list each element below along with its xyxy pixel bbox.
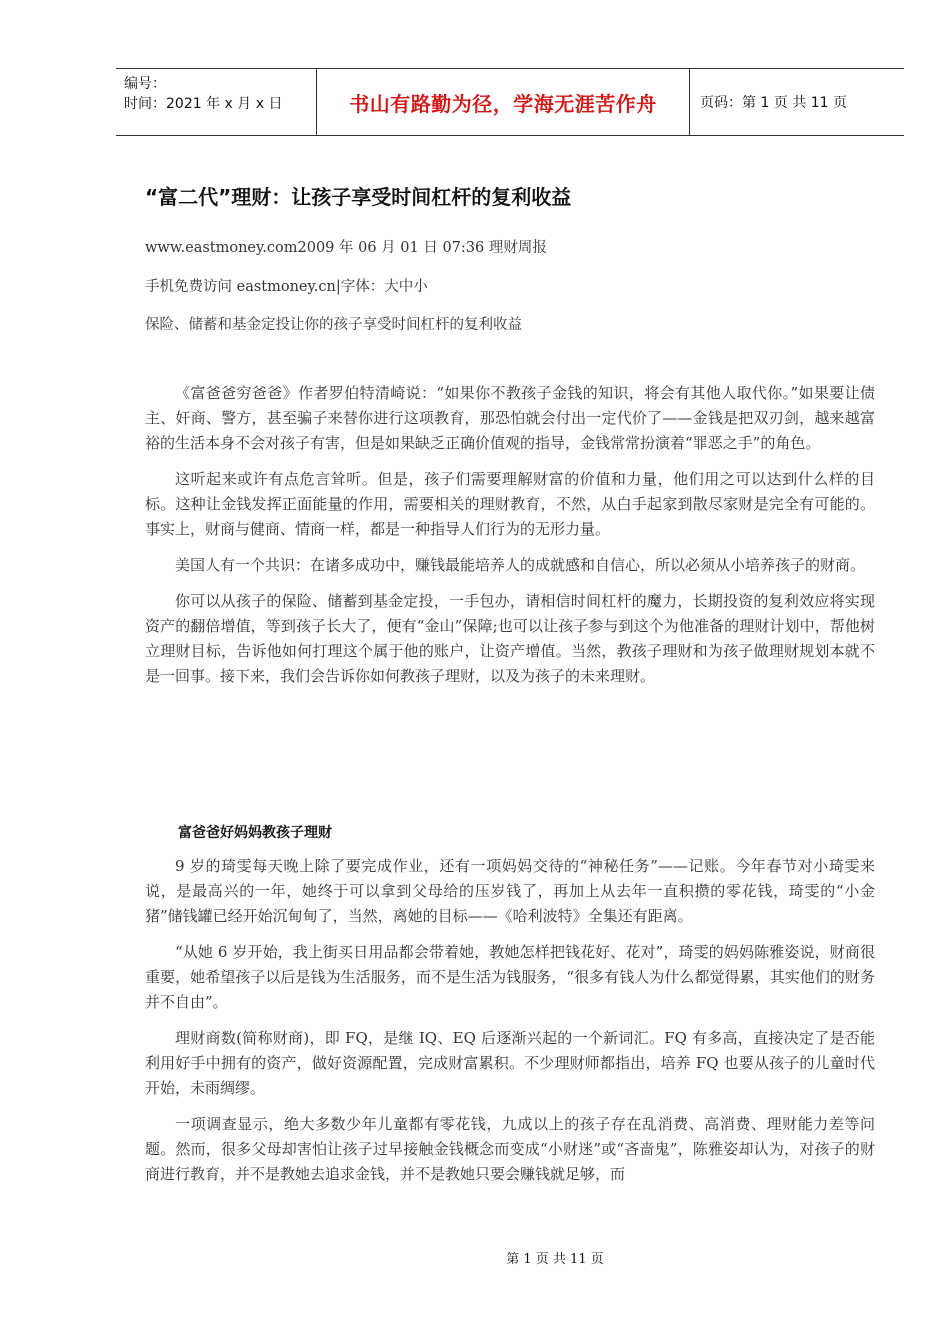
article-title: “富二代”理财：让孩子享受时间杠杆的复利收益	[145, 185, 572, 209]
source-line: www.eastmoney.com2009 年 06 月 01 日 07:36 理财周报	[145, 240, 547, 256]
number-label: 编号：	[124, 76, 166, 92]
intro-paragraph: 美国人有一个共识：在诸多成功中，赚钱最能培养人的成就感和自信心，所以必须从小培养孩子的财商。	[175, 556, 866, 574]
section-paragraph: 理财商数(简称财商)，即 FQ，是继 IQ、EQ 后逐渐兴起的一个新词汇。FQ 有多高，直接决定了是否能利用好手中拥有的资产，做好资源配置，完成财富累积。不少理财师都指出，培养 FQ 也要从孩子的儿童时代开始，未雨绸缪。	[145, 1029, 875, 1097]
header-meta-cell	[116, 69, 316, 135]
section-paragraph: 9 岁的琦雯每天晚上除了要完成作业，还有一项妈妈交待的“神秘任务”——记账。今年春节对小琦雯来说，是最高兴的一年，她终于可以拿到父母给的压岁钱了，再加上从去年一直积攒的零花钱，琦雯的“小金猪”储钱罐已经开始沉甸甸了，当然，离她的目标——《哈利波特》全集还有距离。	[145, 857, 875, 925]
header-page-info: 页码：第 1 页 共 11 页	[700, 95, 847, 111]
intro-paragraph: 你可以从孩子的保险、储蓄到基金定投，一手包办，请相信时间杠杆的魔力，长期投资的复利效应将实现资产的翻倍增值，等到孩子长大了，便有“金山”保障;也可以让孩子参与到这个为他准备的理财计划中，帮他树立理财目标，告诉他如何打理这个属于他的账户，让资产增值。当然，教孩子理财和为孩子做理财规划本就不是一回事。接下来，我们会告诉你如何教孩子理财，以及为孩子的未来理财。	[145, 592, 875, 685]
header-motto: 书山有路勤为径，学海无涯苦作舟	[316, 69, 690, 135]
intro-section	[145, 381, 875, 700]
section-paragraph: “从她 6 岁开始，我上街买日用品都会带着她，教她怎样把钱花好、花对”，琦雯的妈妈陈雅姿说，财商很重要，她希望孩子以后是钱为生活服务，而不是生活为钱服务，“很多有钱人为什么都觉得累，其实他们的财务并不自由”。	[145, 943, 875, 1011]
section-heading: 富爸爸好妈妈教孩子理财	[178, 825, 332, 841]
time-label: 时间：2021 年 x 月 x 日	[124, 96, 283, 112]
mobile-access-line: 手机免费访问 eastmoney.cn|字体：大中小	[145, 279, 428, 295]
section-body	[145, 854, 875, 1198]
page-footer: 第 1 页 共 11 页	[506, 1252, 604, 1267]
section-paragraph: 一项调查显示，绝大多数少年儿童都有零花钱，九成以上的孩子存在乱消费、高消费、理财能力差等问题。然而，很多父母却害怕让孩子过早接触金钱概念而变成“小财迷”或“吝啬鬼”，陈雅姿却认为，对孩子的财商进行教育，并不是教她去追求金钱，并不是教她只要会赚钱就足够，而	[145, 1115, 875, 1183]
article-summary: 保险、储蓄和基金定投让你的孩子享受时间杠杆的复利收益	[145, 317, 522, 333]
intro-paragraph: 这听起来或许有点危言耸听。但是，孩子们需要理解财富的价值和力量，他们用之可以达到什么样的目标。这种让金钱发挥正面能量的作用，需要相关的理财教育，不然，从白手起家到散尽家财是完全有可能的。事实上，财商与健商、情商一样，都是一种指导人们行为的无形力量。	[145, 470, 875, 538]
document-header	[116, 68, 904, 136]
intro-paragraph: 《富爸爸穷爸爸》作者罗伯特清崎说：“如果你不教孩子金钱的知识，将会有其他人取代你。”如果要让债主、奸商、警方，甚至骗子来替你进行这项教育，那恐怕就会付出一定代价了——金钱是把双刃剑，越来越富裕的生活本身不会对孩子有害，但是如果缺乏正确价值观的指导，金钱常常扮演着“罪恶之手”的角色。	[145, 384, 875, 452]
